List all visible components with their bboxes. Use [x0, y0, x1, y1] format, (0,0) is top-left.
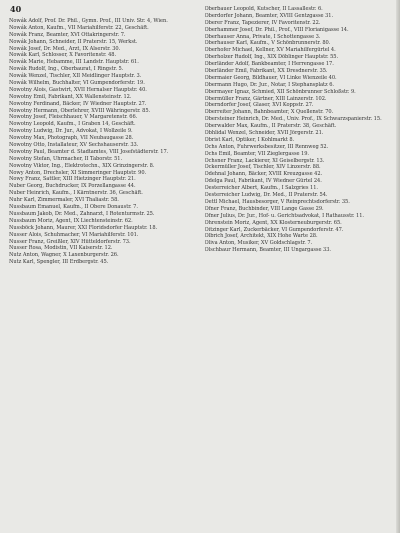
directory-entry: Obermaier Georg, Bildhauer, VI Linke Wienzeile 40. [204, 74, 337, 81]
directory-entry: Olbrich Josef, Architekt, XIX Hohe Warte 28. [204, 233, 318, 240]
directory-entry: Odehnal Johann, Bäcker, XVIII Kreuzgasse 42. [204, 171, 323, 178]
directory-entry: Ofner Franz, Buchbinder, VIII Lange Gasse 29. [204, 205, 324, 212]
directory-entry: Oberreiter Johann, Bahnbeamter, X Quellenstr. 70. [204, 109, 334, 116]
directory-entry: Obermüller Franz, Gärtner, XIII Lainzerstr. 102. [204, 95, 327, 102]
directory-entry: Oberländer Emil, Fabrikant, XX Dresdnerstr. 35. [204, 68, 328, 75]
column-left [9, 6, 197, 525]
directory-entry: Nowák Josef, Dr. Med., Arzt, IX Alserstr. 30. [9, 45, 121, 52]
directory-entry: Olschbaur Hermann, Beamter, III Ungargasse 33. [204, 247, 331, 254]
directory-entry: Nowák Adolf, Prof. Dr. Phil., Gymn. Prof., III Univ. Str. 4, Wien. [9, 18, 168, 24]
directory-entry: Oesterreicher Albert, Kaufm., I Salzgries 11. [204, 185, 318, 192]
directory-entry: Ockermüller Josef, Tischler, XIV Linzerstr. 88. [204, 164, 321, 171]
directory-entry: Oberer Franz, Tapezierer, IV Favoritenstr. 22. [204, 19, 321, 26]
directory-entry: Nowy Franz, Sattler, XIII Hietzinger Hauptstr. 21. [9, 176, 136, 183]
directory-entry: Oitzinger Karl, Zuckerbäcker, VI Gumpendorferstr. 47. [204, 226, 344, 233]
directory-entry: Oberhofer Michael, Kellner, XV Mariahilfergürtel 4. [204, 47, 336, 54]
directory-entry: Nowák Johann, Schneider, II Praterstr. 15, Werkst. [9, 38, 138, 45]
directory-entry: Nutz Karl, Spengler, III Erdbergstr. 45. [9, 259, 109, 266]
directory-entry: Ochsner Franz, Lackierer, XI Geiselbergstr. 13. [204, 157, 325, 164]
directory-entry: Nowák Wilhelm, Buchhalter, VI Gumpendorferstr. 19. [9, 80, 145, 87]
directory-entry: Nowotny Leopold, Kaufm., I Graben 14, Geschäft. [9, 121, 136, 128]
directory-entry: Obrist Karl, Optiker, I Kohlmarkt 8. [204, 136, 295, 143]
directory-entry: Nuber Georg, Buchdrucker, IX Porzellangasse 44. [9, 183, 136, 190]
directory-entry: Obhlidal Wenzel, Schneider, XVII Jörgerstr. 21. [204, 130, 324, 137]
directory-entry: Nuber Heinrich, Kaufm., I Kärntnerstr. 36, Geschäft. [9, 190, 143, 197]
directory-entry: Nussbaum Jakob, Dr. Med., Zahnarzt, I Rotenturmstr. 25. [9, 210, 155, 217]
directory-entry: Nusser Rosa, Modistin, VII Kaiserstr. 12. [9, 245, 113, 252]
directory-entry: Nutz Anton, Wagner, X Laxenburgerstr. 26. [9, 252, 119, 259]
page-number: 40 [10, 4, 22, 14]
directory-entry: Oberhammer Josef, Dr. Phil., Prof., VIII Florianigasse 14. [204, 26, 349, 33]
directory-entry: Oberdorfer Johann, Beamter, XVIII Gentzgasse 31. [204, 12, 334, 19]
directory-entry: Nussbaum Emanuel, Kaufm., II Obere Donaustr. 7. [9, 204, 138, 211]
directory-entry: Odelga Paul, Fabrikant, IV Wiedner Gürtel 24. [204, 178, 322, 185]
directory-entry: Ochs Anton, Fuhrwerksbesitzer, III Rennweg 52. [204, 143, 329, 150]
directory-entry: Nuhr Karl, Zimmermaler, XVI Thaliastr. 58. [9, 197, 119, 204]
directory-entry: Nowotny Emil, Fabrikant, XX Wallensteinstr. 12. [9, 93, 132, 100]
directory-entry: Ochs Emil, Beamter, VII Zieglergasse 19. [204, 150, 309, 157]
directory-entry: Nowotny Max, Photograph, VII Neubaugasse 28. [9, 135, 134, 142]
directory-entry: Nowák Franz, Beamter, XVI Ottakringerstr. 7. [9, 31, 126, 38]
directory-entry: Oliva Anton, Musiker, XV Goldschlagstr. 7. [204, 240, 313, 247]
directory-entry: Nowák Wenzel, Tischler, XII Meidlinger Hauptstr. 3. [9, 73, 142, 80]
directory-entry: Nowák Anton, Kaufm., VII Mariahilferstr. 22, Geschäft. [9, 24, 149, 31]
directory-entry: Nowák Karl, Schlosser, X Favoritenstr. 48. [9, 52, 117, 59]
directory-entry: Nowotny Paul, Beamter d. Stadtamtes, VIII Josefstädterstr. 17. [9, 148, 169, 155]
directory-entry: Nussbaum Moriz, Agent, IX Liechtensteinstr. 62. [9, 217, 133, 224]
directory-entry: Nowotny Josef, Fleischhauer, V Margaretenstr. 66. [9, 114, 138, 121]
directory-entry: Oberländer Adolf, Bankbeamter, I Herrengasse 17. [204, 61, 334, 68]
directory-entry: Nowotny Otto, Installateur, XV Sechshauserstr. 33. [9, 142, 139, 149]
directory-entry: Oesterreicher Ludwig, Dr. Med., II Praterstr. 54. [204, 192, 328, 199]
directory-entry: Nusser Alois, Schuhmacher, VI Mariahilferstr. 101. [9, 231, 139, 238]
columns [9, 6, 392, 525]
directory-entry: Obermayer Ignaz, Schmied, XII Schönbrunner Schloßstr. 9. [204, 88, 356, 95]
directory-entry: Oberbauer Leopold, Kutscher, II Lassallestr. 6. [204, 6, 323, 12]
directory-entry: Oberwalder Max, Kaufm., II Praterstr. 38, Geschäft. [204, 123, 337, 130]
directory-entry: Nowotny Stefan, Uhrmacher, II Taborstr. 51. [9, 155, 123, 162]
directory-entry: Ohrenstein Moriz, Agent, XX Klosterneuburgerstr. 65. [204, 219, 342, 226]
directory-entry: Oberhauser Karl, Kaufm., V Schönbrunnerstr. 80. [204, 40, 331, 47]
column-right [205, 6, 393, 525]
directory-entry: Nowotny Viktor, Ing., Elektrotechn., XIX Grinzingerstr. 8. [9, 162, 155, 169]
directory-entry: Nowotny Ludwig, Dr. Jur., Advokat, I Wollzeile 9. [9, 128, 133, 135]
directory-entry: Ofner Julius, Dr. Jur., Hof- u. Gerichtsadvokat, I Rathausstr. 11. [204, 212, 364, 219]
directory-entry: Oberholzer Rudolf, Ing., XIX Döblinger Hauptstr. 55. [204, 54, 339, 61]
directory-entry: Oettl Michael, Hausbesorger, V Reinprechtsdorferstr. 35. [204, 198, 350, 205]
directory-entry: Nowotny Hermann, Oberlehrer, XVIII Währingerstr. 85. [9, 107, 151, 114]
directory-entry: Obersteiner Heinrich, Dr. Med., Univ. Prof., IX Schwarzspanierstr. 15. [204, 116, 382, 123]
directory-entry: Nowák Rudolf, Ing., Oberbaurat, I Ringstr. 5. [9, 66, 124, 73]
directory-entry: Oberhauser Anna, Private, I Schottengasse 3. [204, 33, 321, 40]
directory-entry: Oberndorfer Josef, Glaser, XVI Koppstr. 27. [204, 102, 314, 109]
directory-entry: Nowák Marie, Hebamme, III Landstr. Hauptstr. 61. [9, 59, 139, 66]
directory-entry: Nusser Franz, Greißler, XIV Hütteldorferstr. 73. [9, 238, 131, 245]
directory-entry: Nussböck Johann, Maurer, XXI Floridsdorfer Hauptstr. 18. [9, 224, 158, 231]
page-edge [396, 0, 400, 533]
directory-entry: Nowotny Alois, Gastwirt, XVII Hernalser Hauptstr. 40. [9, 86, 147, 93]
directory-entry: Nowotny Ferdinand, Bäcker, IV Wiedner Hauptstr. 27. [9, 100, 147, 107]
directory-entry: Nowy Anton, Drechsler, XI Simmeringer Hauptstr. 90. [9, 169, 147, 176]
directory-entry: Obermann Hugo, Dr. Jur., Notar, I Stephansplatz 6. [204, 81, 334, 88]
